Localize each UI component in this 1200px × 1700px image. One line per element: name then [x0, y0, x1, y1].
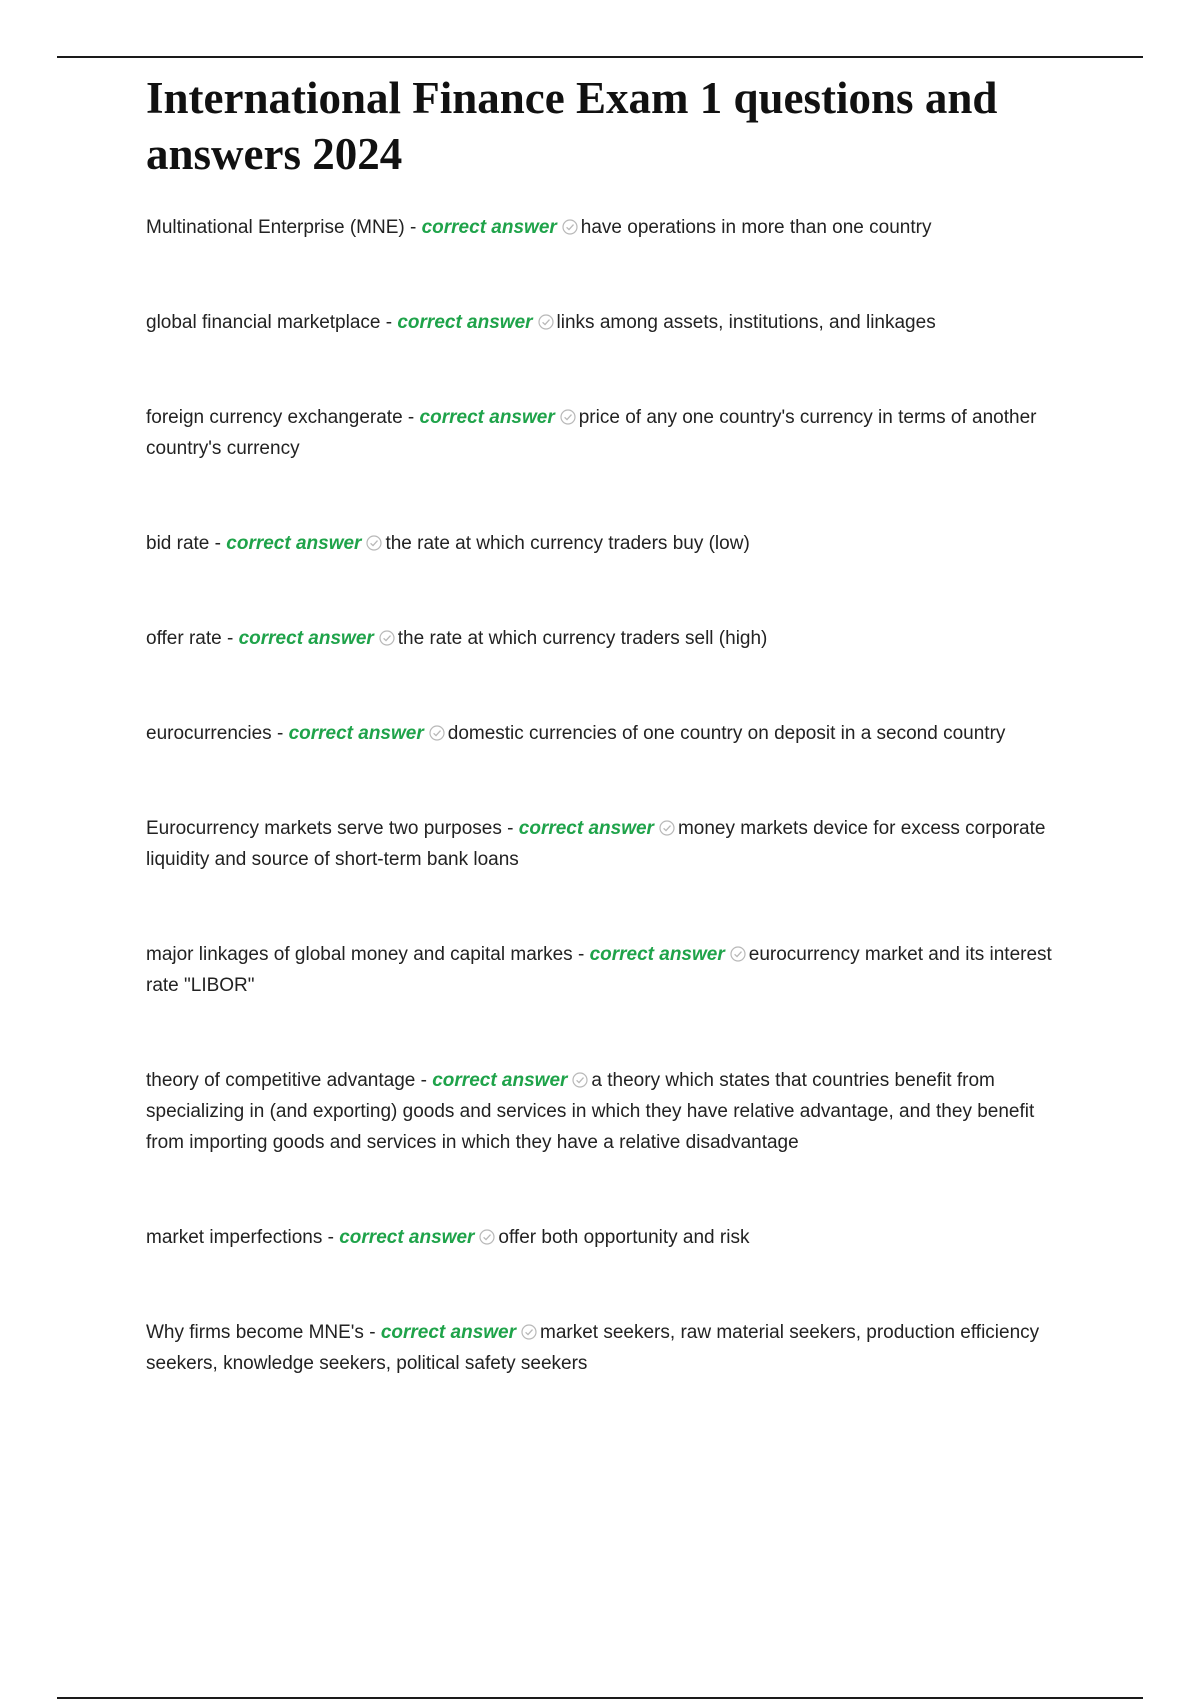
check-circle-icon — [572, 1072, 588, 1088]
qa-term: foreign currency exchangerate — [146, 407, 403, 428]
list-item — [146, 528, 1076, 559]
check-circle-icon — [562, 219, 578, 235]
qa-separator: - — [271, 723, 289, 744]
qa-list — [146, 212, 1076, 1379]
qa-separator: - — [363, 1322, 381, 1343]
list-item — [146, 402, 1076, 464]
list-item — [146, 718, 1076, 749]
list-item — [146, 1317, 1076, 1379]
correct-answer-label: correct answer — [518, 818, 654, 839]
qa-answer: money markets device for excess corporate liquidity and source of short-term bank loans — [146, 818, 1046, 870]
document-body — [146, 70, 1076, 1443]
list-item — [146, 1065, 1076, 1158]
check-circle-icon — [429, 725, 445, 741]
top-rule — [57, 56, 1143, 58]
check-circle-icon — [538, 314, 554, 330]
correct-answer-label: correct answer — [589, 944, 725, 965]
qa-term: Why firms become MNE's — [146, 1322, 364, 1343]
list-item — [146, 212, 1076, 243]
correct-answer-label: correct answer — [432, 1070, 568, 1091]
qa-term: theory of competitive advantage — [146, 1070, 416, 1091]
correct-answer-label: correct answer — [238, 628, 374, 649]
check-circle-icon — [521, 1324, 537, 1340]
qa-term: global financial marketplace — [146, 312, 381, 333]
qa-term: major linkages of global money and capital markes — [146, 944, 573, 965]
qa-separator: - — [380, 312, 398, 333]
correct-answer-label: correct answer — [419, 407, 555, 428]
qa-separator: - — [572, 944, 590, 965]
check-circle-icon — [366, 535, 382, 551]
correct-answer-label: correct answer — [380, 1322, 517, 1343]
qa-term: eurocurrencies — [146, 723, 272, 744]
qa-answer: market seekers, raw material seekers, production efficiency seekers, knowledge seekers, political safety seekers — [146, 1322, 1040, 1374]
qa-separator: - — [415, 1070, 433, 1091]
qa-answer: offer both opportunity and risk — [498, 1227, 750, 1248]
qa-answer: links among assets, institutions, and linkages — [556, 312, 936, 333]
list-item — [146, 307, 1076, 338]
qa-separator: - — [501, 818, 519, 839]
qa-answer: have operations in more than one country — [580, 217, 932, 238]
qa-term: offer rate — [146, 628, 222, 649]
qa-term: Multinational Enterprise (MNE) — [146, 217, 405, 238]
qa-term: Eurocurrency markets serve two purposes — [146, 818, 502, 839]
qa-answer: the rate at which currency traders buy (low) — [385, 533, 750, 554]
correct-answer-label: correct answer — [397, 312, 533, 333]
check-circle-icon — [560, 409, 576, 425]
qa-answer: domestic currencies of one country on deposit in a second country — [447, 723, 1006, 744]
qa-answer: the rate at which currency traders sell (high) — [397, 628, 768, 649]
check-circle-icon — [479, 1229, 495, 1245]
qa-term: bid rate — [146, 533, 210, 554]
correct-answer-label: correct answer — [288, 723, 424, 744]
qa-separator: - — [402, 407, 420, 428]
check-circle-icon — [730, 946, 746, 962]
list-item — [146, 939, 1076, 1001]
correct-answer-label: correct answer — [226, 533, 362, 554]
check-circle-icon — [379, 630, 395, 646]
check-circle-icon — [659, 820, 675, 836]
qa-answer: price of any one country's currency in terms of another country's currency — [146, 407, 1037, 459]
qa-term: market imperfections — [146, 1227, 323, 1248]
qa-separator: - — [221, 628, 239, 649]
qa-separator: - — [404, 217, 422, 238]
page-title: International Finance Exam 1 questions and answers 2024 — [146, 73, 998, 179]
qa-answer: eurocurrency market and its interest rate "LIBOR" — [146, 944, 1052, 996]
list-item — [146, 623, 1076, 654]
correct-answer-label: correct answer — [421, 217, 557, 238]
qa-separator: - — [209, 533, 227, 554]
correct-answer-label: correct answer — [339, 1227, 475, 1248]
bottom-rule — [57, 1697, 1143, 1699]
qa-separator: - — [322, 1227, 340, 1248]
list-item — [146, 813, 1076, 875]
list-item — [146, 1222, 1076, 1253]
qa-answer: a theory which states that countries benefit from specializing in (and exporting) goods and services in which they have relative advantage, and they benefit from importing goods and services in which they have a relative disadvantage — [146, 1070, 1035, 1153]
